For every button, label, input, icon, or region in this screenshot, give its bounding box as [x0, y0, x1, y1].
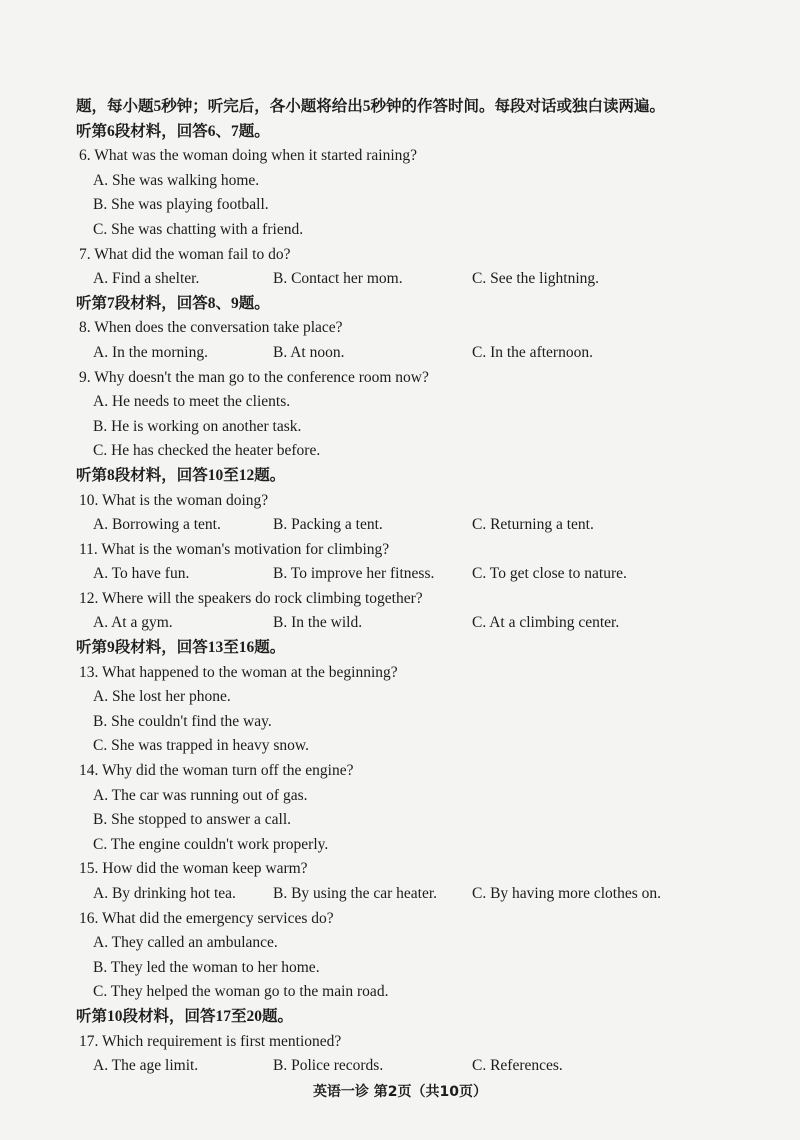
page-footer: 英语一诊 第2页（共10页） [312, 1084, 488, 1100]
option-c: C. He has checked the heater before. [93, 442, 321, 460]
question-text: 17. Which requirement is first mentioned? [79, 1032, 342, 1050]
option-a: A. Borrowing a tent. [93, 516, 221, 534]
option-c: C. She was chatting with a friend. [93, 220, 304, 238]
option-a: A. Find a shelter. [93, 270, 200, 288]
question-text: 9. Why doesn't the man go to the conference room now? [79, 368, 429, 386]
section-instruction: 听第6段材料，回答6、7题。 [76, 122, 270, 140]
question-text: 11. What is the woman's motivation for climbing? [79, 540, 390, 558]
section-instruction: 听第8段材料，回答10至12题。 [76, 466, 286, 484]
option-b: B. He is working on another task. [93, 417, 302, 435]
option-c: C. They helped the woman go to the main road. [93, 983, 389, 1001]
section-instruction: 听第9段材料，回答13至16题。 [76, 639, 286, 657]
option-c: C. At a climbing center. [472, 614, 620, 632]
option-row [76, 1054, 776, 1079]
option-a: A. By drinking hot tea. [93, 885, 236, 902]
option-b: B. Packing a tent. [273, 516, 383, 534]
option-b: B. At noon. [273, 343, 345, 361]
option-c: C. To get close to nature. [472, 565, 627, 583]
option-c: C. In the afternoon. [472, 343, 593, 361]
section-instruction: 听第7段材料，回答8、9题。 [76, 294, 270, 312]
question-text: 6. What was the woman doing when it started raining? [79, 147, 418, 165]
exam-content [76, 95, 776, 1079]
option-a: A. They called an ambulance. [93, 934, 278, 952]
option-c: C. See the lightning. [472, 270, 600, 288]
option-a: A. To have fun. [93, 565, 190, 583]
option-c: C. By having more clothes on. [472, 885, 661, 902]
option-a: A. At a gym. [93, 614, 173, 632]
option-row [76, 341, 776, 366]
option-b: B. Police records. [273, 1057, 384, 1075]
question-text: 16. What did the emergency services do? [79, 909, 334, 927]
option-b: B. By using the car heater. [273, 885, 437, 902]
question-text: 14. Why did the woman turn off the engine? [79, 762, 354, 780]
section-instruction: 听第10段材料，回答17至20题。 [76, 1007, 294, 1025]
option-a: A. The car was running out of gas. [93, 786, 308, 804]
option-row [76, 513, 776, 538]
option-b: B. Contact her mom. [273, 270, 403, 288]
option-b: B. In the wild. [273, 614, 363, 632]
option-row [76, 562, 776, 587]
option-b: B. She couldn't find the way. [93, 712, 272, 730]
option-row [76, 267, 776, 292]
option-b: B. She stopped to answer a call. [93, 811, 292, 829]
question-text: 12. Where will the speakers do rock climbing together? [79, 589, 423, 607]
option-b: B. To improve her fitness. [273, 565, 435, 583]
question-text: 10. What is the woman doing? [79, 491, 269, 509]
question-text: 8. When does the conversation take place? [79, 319, 343, 337]
option-a: A. The age limit. [93, 1057, 199, 1075]
intro-line: 题，每小题5秒钟；听完后，各小题将给出5秒钟的作答时间。每段对话或独白读两遍。 [76, 98, 666, 115]
option-row [76, 611, 776, 636]
question-text: 13. What happened to the woman at the beginning? [79, 663, 398, 681]
option-b: B. They led the woman to her home. [93, 958, 320, 976]
option-row [76, 882, 776, 907]
option-a: A. She was walking home. [93, 171, 260, 189]
question-text: 7. What did the woman fail to do? [79, 245, 291, 263]
option-c: C. References. [472, 1057, 563, 1075]
option-b: B. She was playing football. [93, 196, 269, 214]
option-c: C. She was trapped in heavy snow. [93, 737, 309, 755]
option-a: A. He needs to meet the clients. [93, 393, 291, 411]
option-a: A. She lost her phone. [93, 688, 231, 706]
question-text: 15. How did the woman keep warm? [79, 860, 308, 878]
option-c: C. The engine couldn't work properly. [93, 835, 329, 853]
option-c: C. Returning a tent. [472, 516, 594, 534]
option-a: A. In the morning. [93, 343, 208, 361]
